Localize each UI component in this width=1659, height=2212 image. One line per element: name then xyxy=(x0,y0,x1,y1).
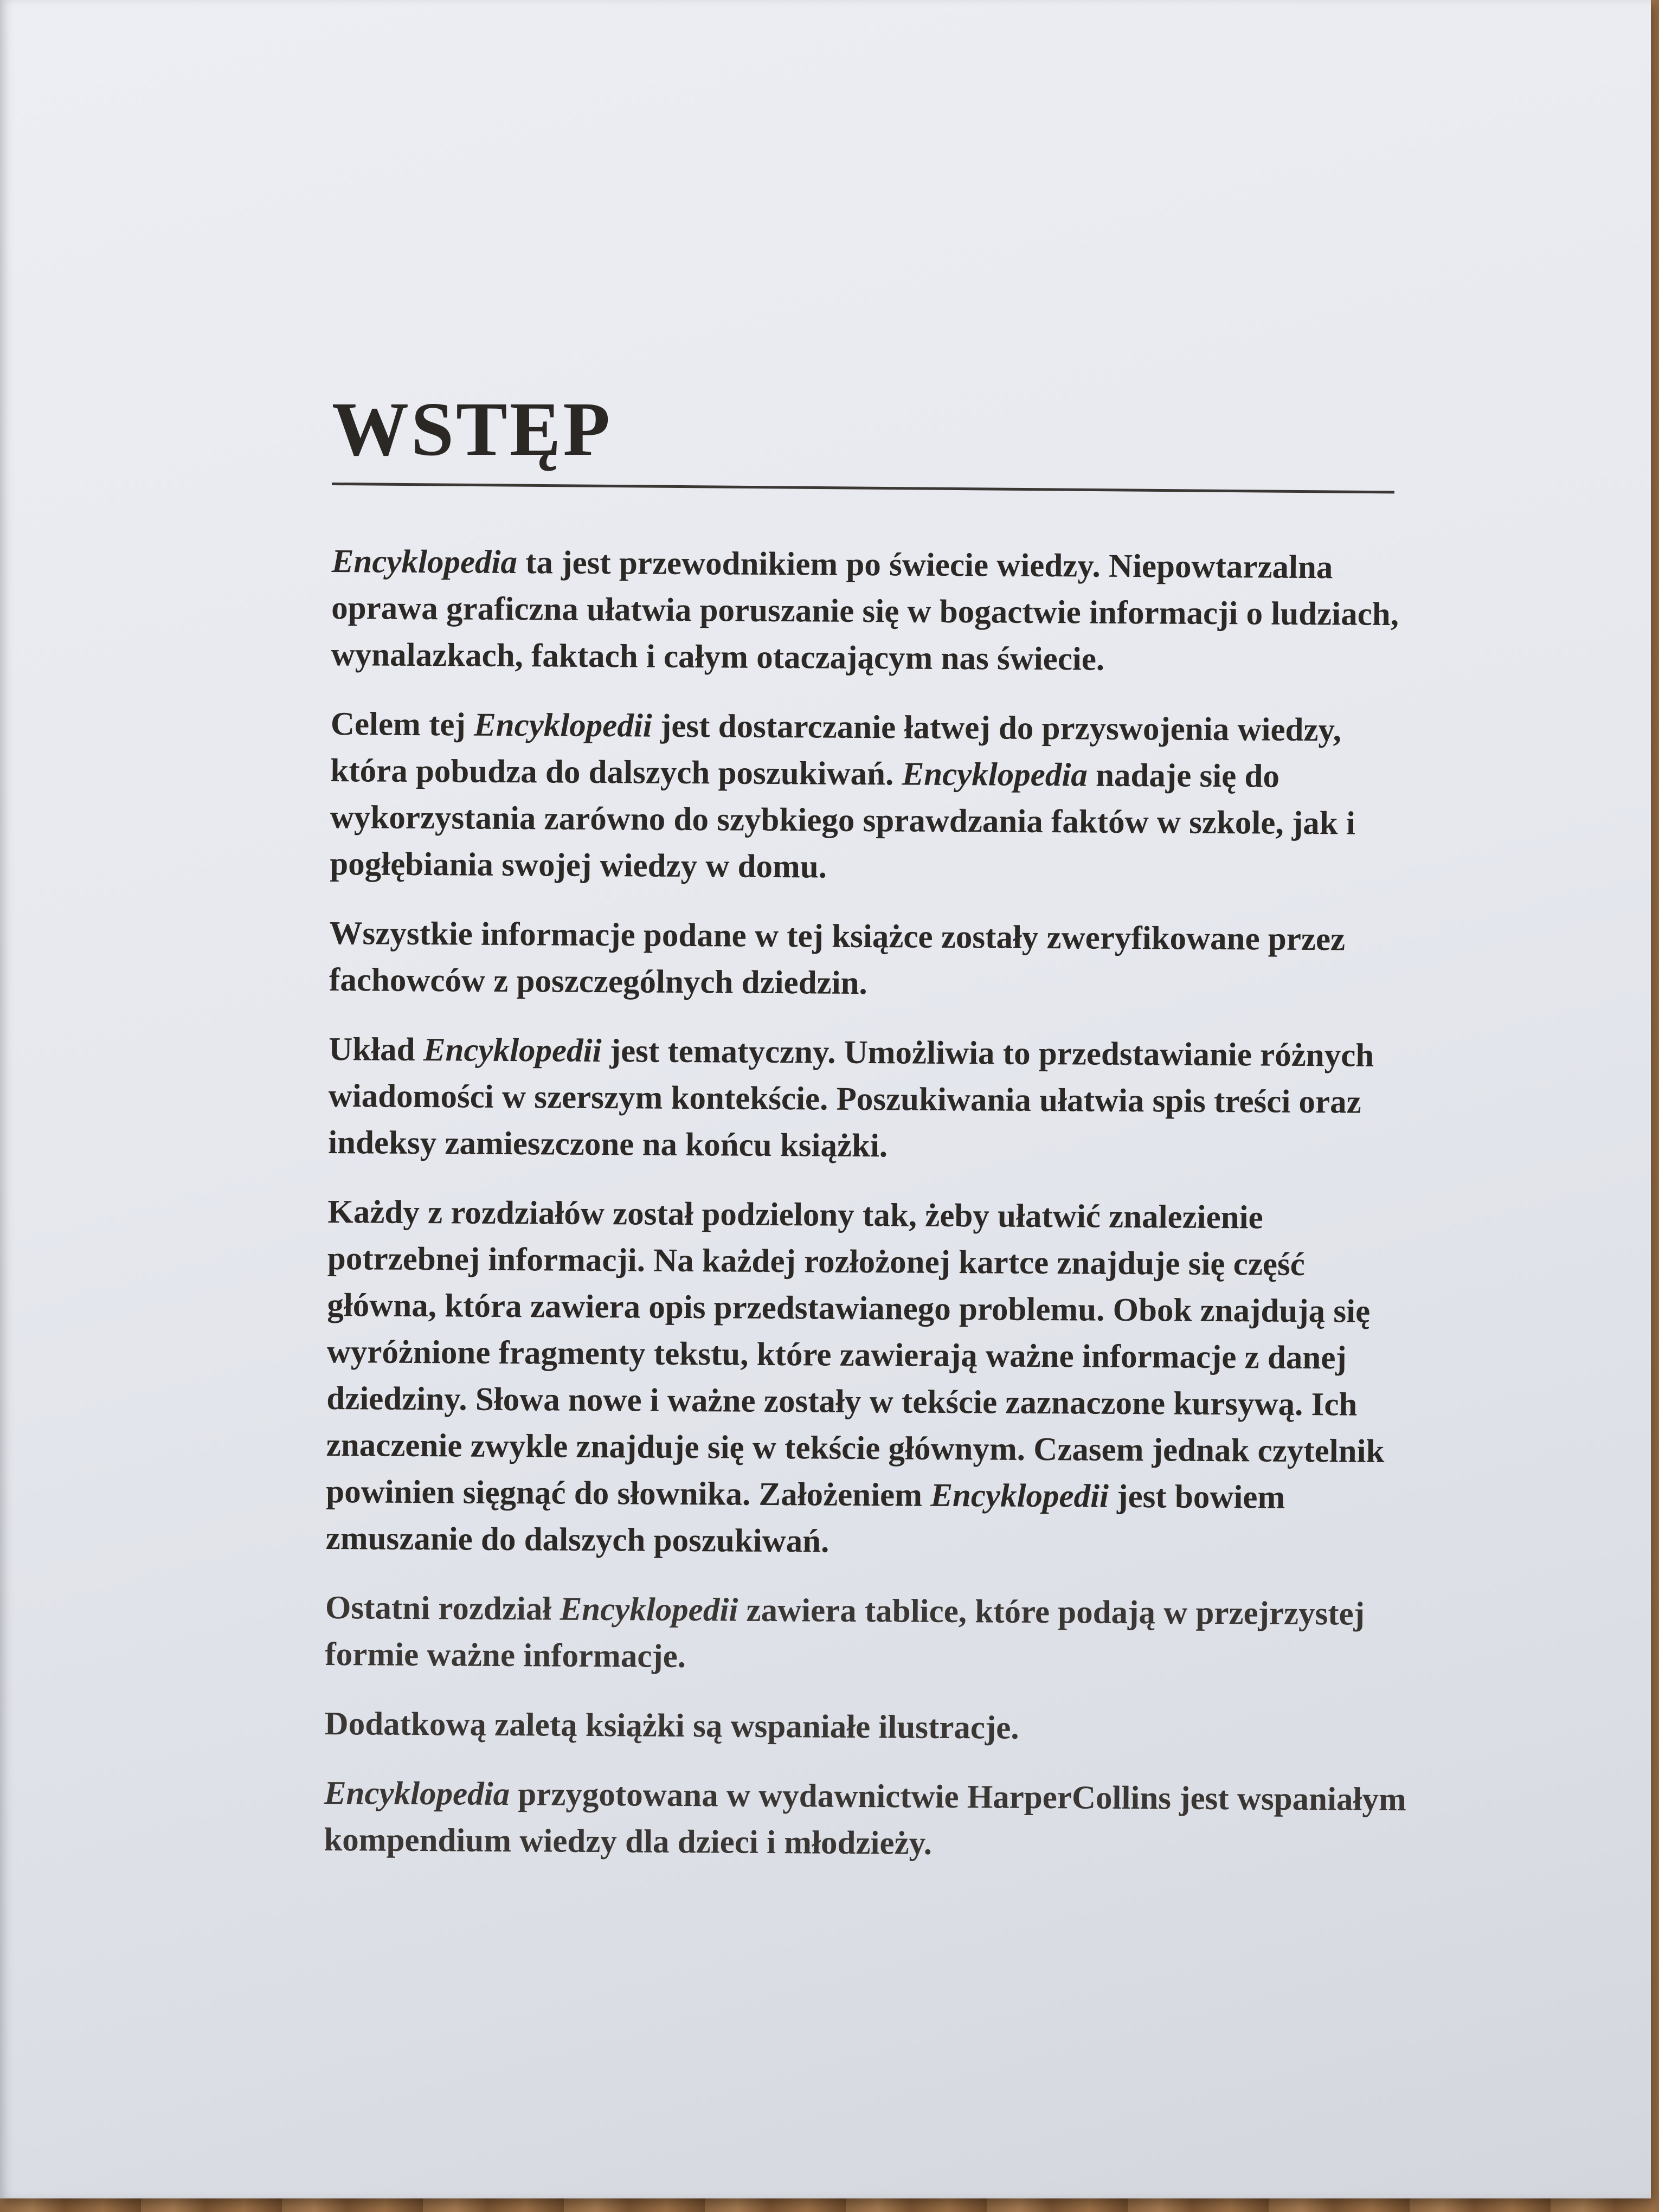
paragraph-text: jest dostarczanie łatwej do przyswojenia wiedzy, która pobudza do dalszych poszukiwań. xyxy=(330,708,1342,793)
intro-text-body xyxy=(324,538,1416,1870)
paragraph-text: Układ xyxy=(329,1031,424,1069)
paragraph-text: Dodatkową zaletą książki są wspaniałe ilustracje. xyxy=(324,1705,1019,1746)
paragraph-text: Ostatni rozdział xyxy=(325,1589,560,1628)
title-underline-divider xyxy=(332,483,1394,493)
paragraph-text: jest bowiem zmuszanie do dalszych poszukiwań. xyxy=(325,1478,1285,1560)
paragraph-text: Celem tej xyxy=(330,705,474,743)
paragraph-text: przygotowana w wydawnictwie HarperCollins jest wspaniałym kompendium wiedzy dla dzieci i młodzieży. xyxy=(324,1776,1406,1862)
paragraph-8 xyxy=(324,1770,1409,1870)
paragraph-text: ta jest przewodnikiem po świecie wiedzy. Niepowtarzalna oprawa graficzna ułatwia poruszanie się w bogactwie informacji o ludziach, wynalazkach, faktach i całym otaczającym nas świecie. xyxy=(331,544,1399,678)
paragraph-text: Wszystkie informacje podane w tej książce zostały zweryfikowane przez fachowców z poszczególnych dziedzin. xyxy=(329,915,1346,1002)
paragraph-4 xyxy=(328,1026,1413,1173)
page-title: WSTĘP xyxy=(332,386,613,472)
paragraph-1 xyxy=(331,538,1416,685)
paragraph-2 xyxy=(330,701,1415,894)
italic-term: Encyklopedii xyxy=(930,1477,1109,1515)
paragraph-3 xyxy=(329,910,1414,1010)
paragraph-text: zawiera tablice, które podają w przejrzystej formie ważne informacje. xyxy=(325,1592,1365,1675)
italic-term: Encyklopedii xyxy=(423,1032,602,1070)
italic-term: Encyklopedii xyxy=(560,1591,738,1629)
paragraph-7 xyxy=(324,1701,1409,1754)
paragraph-text: jest tematyczny. Umożliwia to przedstawianie różnych wiadomości w szerszym kontekście. Poszukiwania ułatwia spis treści oraz indeksy zamieszczone na końcu książki. xyxy=(327,1033,1374,1165)
paragraph-text: nadaje się do wykorzystania zarówno do szybkiego sprawdzania faktów w szkole, jak i pogłębiania swojej wiedzy w domu. xyxy=(330,757,1356,885)
italic-term: Encyklopedii xyxy=(473,706,652,744)
page-content xyxy=(324,386,1416,1886)
paragraph-5 xyxy=(325,1189,1412,1568)
italic-term: Encyklopedia xyxy=(324,1774,510,1813)
italic-term: Encyklopedia xyxy=(902,756,1088,794)
paragraph-text: Każdy z rozdziałów został podzielony tak, żeby ułatwić znalezienie potrzebnej informacji. Na każdej rozłożonej kartce znajduje się część główna, która zawiera opis przedstawianego problemu. Obok znajdują się wyróżnione fragmenty tekstu, które zawierają ważne informacje z danej dziedziny. Słowa nowe i ważne zostały w tekście zaznaczone kursywą. Ich znaczenie zwykle znajduje się w tekście głównym. Czasem jednak czytelnik powinien sięgnąć do słownika. Założeniem xyxy=(326,1193,1385,1514)
italic-term: Encyklopedia xyxy=(331,543,518,581)
paragraph-6 xyxy=(325,1585,1410,1684)
